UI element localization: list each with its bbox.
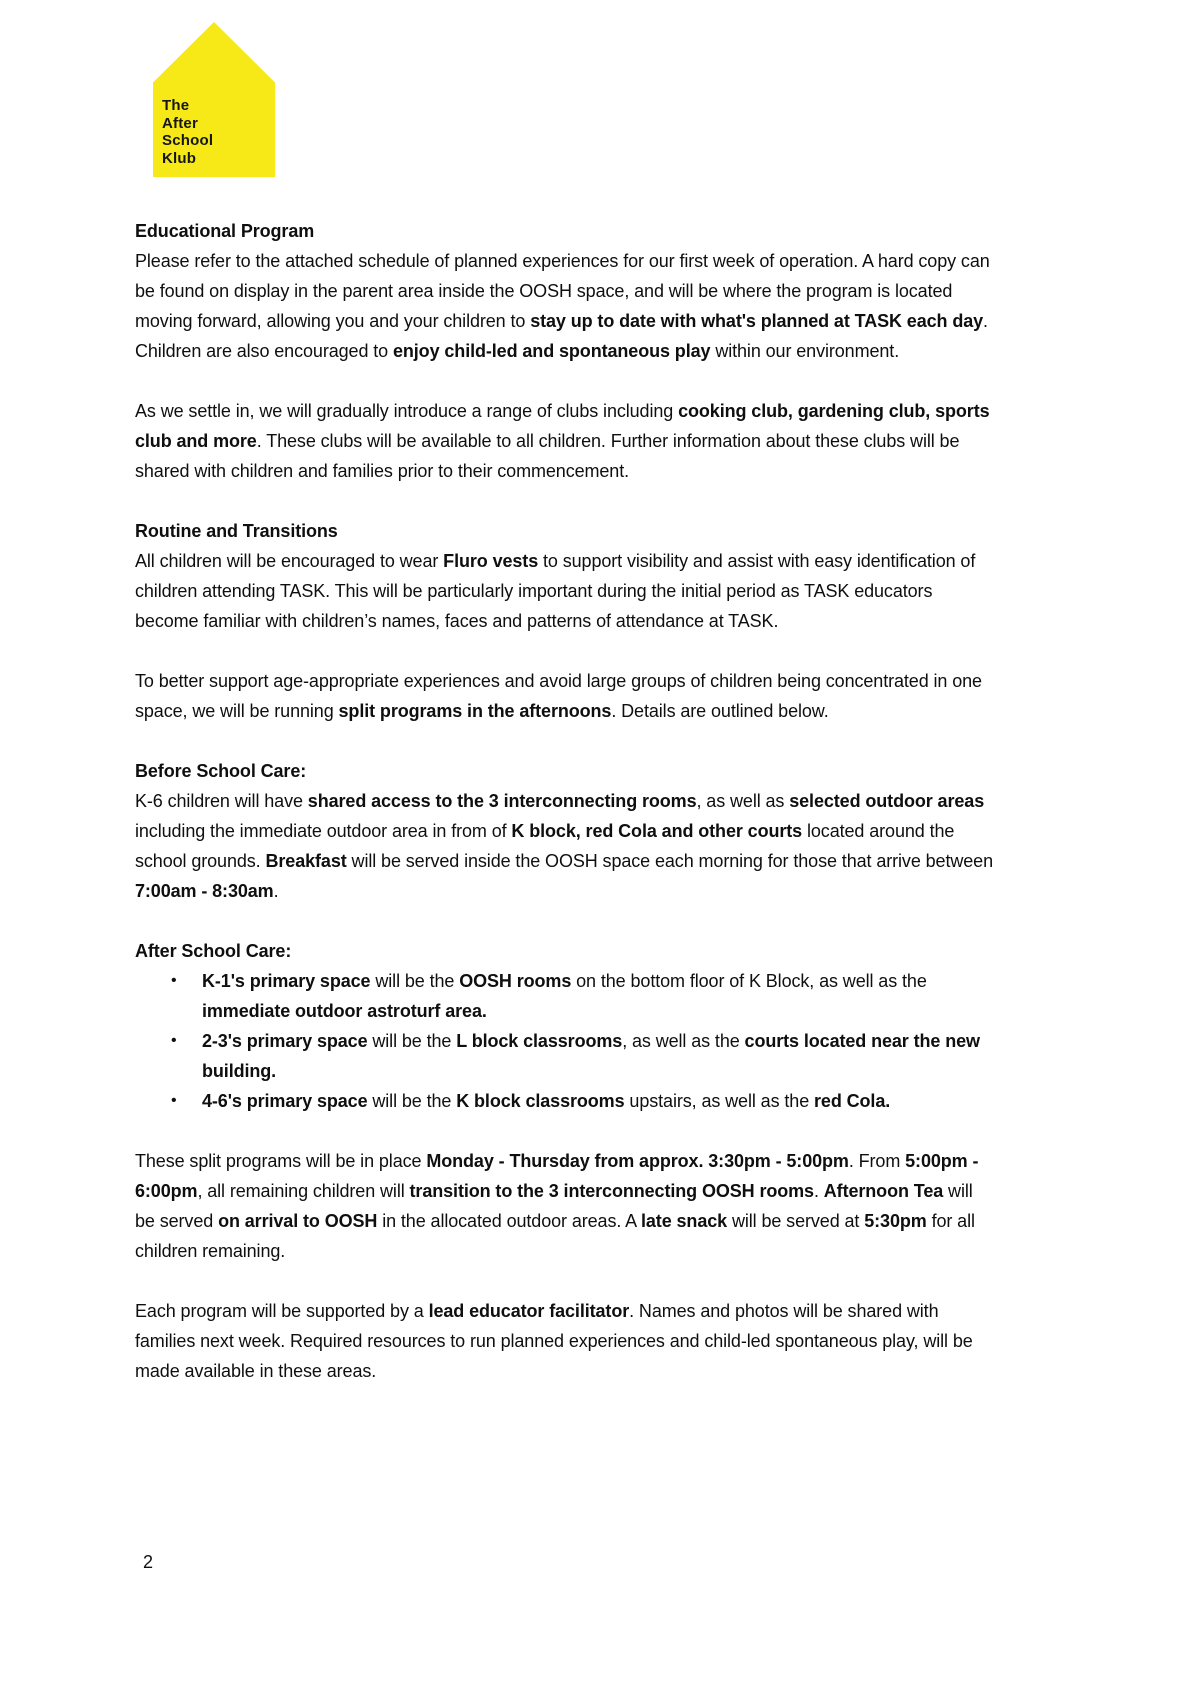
text-run: , as well as the	[622, 1031, 745, 1051]
logo	[153, 22, 275, 177]
text-run-bold: immediate outdoor astroturf area.	[202, 1001, 487, 1021]
text-run-bold: Breakfast	[265, 851, 347, 871]
logo-line: School	[162, 132, 214, 149]
section-heading	[135, 216, 993, 246]
bullet-list	[135, 966, 993, 1116]
text-run: These split programs will be in place	[135, 1151, 427, 1171]
text-run: . From	[848, 1151, 906, 1171]
text-run: will be served	[135, 1181, 973, 1231]
text-run: within our environment.	[710, 341, 900, 361]
paragraph	[135, 546, 993, 636]
text-run: .	[813, 1181, 824, 1201]
text-run-bold: enjoy child-led and spontaneous play	[392, 341, 711, 361]
text-run: in the allocated outdoor areas. A	[377, 1211, 641, 1231]
section-heading	[135, 936, 993, 966]
text-run-bold: Monday - Thursday from approx. 3:30pm - 5:00pm	[426, 1151, 849, 1171]
bullet-item	[202, 966, 993, 1026]
text-run: All children will be encouraged to wear	[135, 551, 444, 571]
text-run: upstairs, as well as the	[624, 1091, 815, 1111]
text-run-bold: shared access to the 3 interconnecting rooms	[307, 791, 697, 811]
text-run: located around the school grounds.	[135, 821, 955, 871]
section-heading	[135, 516, 993, 546]
paragraph	[135, 666, 993, 726]
text-run-bold: L block classrooms	[456, 1031, 623, 1051]
paragraph	[135, 396, 993, 486]
text-run: for all children remaining.	[135, 1211, 975, 1261]
logo-line: Klub	[162, 149, 197, 167]
logo-line: The	[162, 97, 190, 114]
text-run: , all remaining children will	[197, 1181, 410, 1201]
paragraph	[135, 786, 993, 906]
logo-line: After	[162, 114, 199, 132]
text-run-bold: Routine and Transitions	[135, 521, 338, 541]
text-run-bold: Educational Program	[135, 221, 315, 241]
text-run-bold: 4-6's primary space	[202, 1091, 368, 1111]
text-run-bold: 5:30pm	[864, 1211, 927, 1231]
text-run: . Names and photos will be shared with families next week. Required resources to run planned experiences and child-led spontaneous play, will be made available in these areas.	[135, 1301, 973, 1381]
text-run-bold: lead educator facilitator	[428, 1301, 630, 1321]
bullet-item	[202, 1026, 993, 1086]
text-run-bold: stay up to date with what's planned at TASK each day	[530, 311, 984, 331]
text-run: .	[273, 881, 279, 901]
text-run-bold: Before School Care:	[135, 761, 307, 781]
text-run-bold: red Cola.	[814, 1091, 891, 1111]
text-run-bold: on arrival to OOSH	[218, 1211, 378, 1231]
text-run-bold: 2-3's primary space	[202, 1031, 368, 1051]
text-run: including the immediate outdoor area in from of	[135, 821, 512, 841]
text-run: Please refer to the attached schedule of planned experiences for our first week of operation. A hard copy can be found on display in the parent area inside the OOSH space, and will be where the program is located moving forward, allowing you and your children to	[135, 251, 990, 331]
paragraph	[135, 1146, 993, 1266]
text-run: . These clubs will be available to all children. Further information about these clubs will be shared with children and families prior to their commencement.	[135, 431, 960, 481]
text-run-bold: selected outdoor areas	[789, 791, 985, 811]
text-run: to support visibility and assist with easy identification of children attending TASK. This will be particularly important during the initial period as TASK educators become familiar with children’s names, faces and patterns of attendance at TASK.	[135, 551, 976, 631]
text-run: K-6 children will have	[135, 791, 308, 811]
text-run: will be the	[367, 1091, 457, 1111]
text-run-bold: After School Care:	[135, 941, 292, 961]
text-run-bold: Afternoon Tea	[823, 1181, 944, 1201]
document-body	[135, 216, 993, 1416]
text-run-bold: K block classrooms	[456, 1091, 625, 1111]
text-run-bold: K block, red Cola and other courts	[511, 821, 803, 841]
section-heading	[135, 756, 993, 786]
text-run: on the bottom floor of K Block, as well as the	[571, 971, 927, 991]
logo-wordmark	[162, 97, 213, 167]
text-run: To better support age-appropriate experiences and avoid large groups of children being concentrated in one space, we will be running	[135, 671, 982, 721]
text-run: Each program will be supported by a	[135, 1301, 429, 1321]
bullet-item	[202, 1086, 993, 1116]
text-run: . Details are outlined below.	[611, 701, 829, 721]
text-run: , as well as	[696, 791, 790, 811]
text-run: will be the	[370, 971, 460, 991]
text-run-bold: K-1's primary space	[202, 971, 371, 991]
text-run: . Children are also encouraged to	[135, 311, 988, 361]
text-run-bold: transition to the 3 interconnecting OOSH rooms	[409, 1181, 814, 1201]
text-run: will be served at	[727, 1211, 865, 1231]
text-run-bold: Fluro vests	[443, 551, 539, 571]
text-run: As we settle in, we will gradually introduce a range of clubs including	[135, 401, 679, 421]
text-run: will be the	[367, 1031, 457, 1051]
page-number: 2	[143, 1552, 154, 1572]
text-run-bold: courts located near the new building.	[202, 1031, 980, 1081]
text-run-bold: OOSH rooms	[459, 971, 572, 991]
text-run-bold: late snack	[641, 1211, 728, 1231]
text-run-bold: 5:00pm - 6:00pm	[135, 1151, 979, 1201]
paragraph	[135, 246, 993, 366]
text-run-bold: 7:00am - 8:30am	[135, 881, 274, 901]
text-run-bold: cooking club, gardening club, sports club and more	[135, 401, 990, 451]
text-run-bold: split programs in the afternoons	[338, 701, 612, 721]
paragraph	[135, 1296, 993, 1386]
text-run: will be served inside the OOSH space each morning for those that arrive between	[346, 851, 993, 871]
